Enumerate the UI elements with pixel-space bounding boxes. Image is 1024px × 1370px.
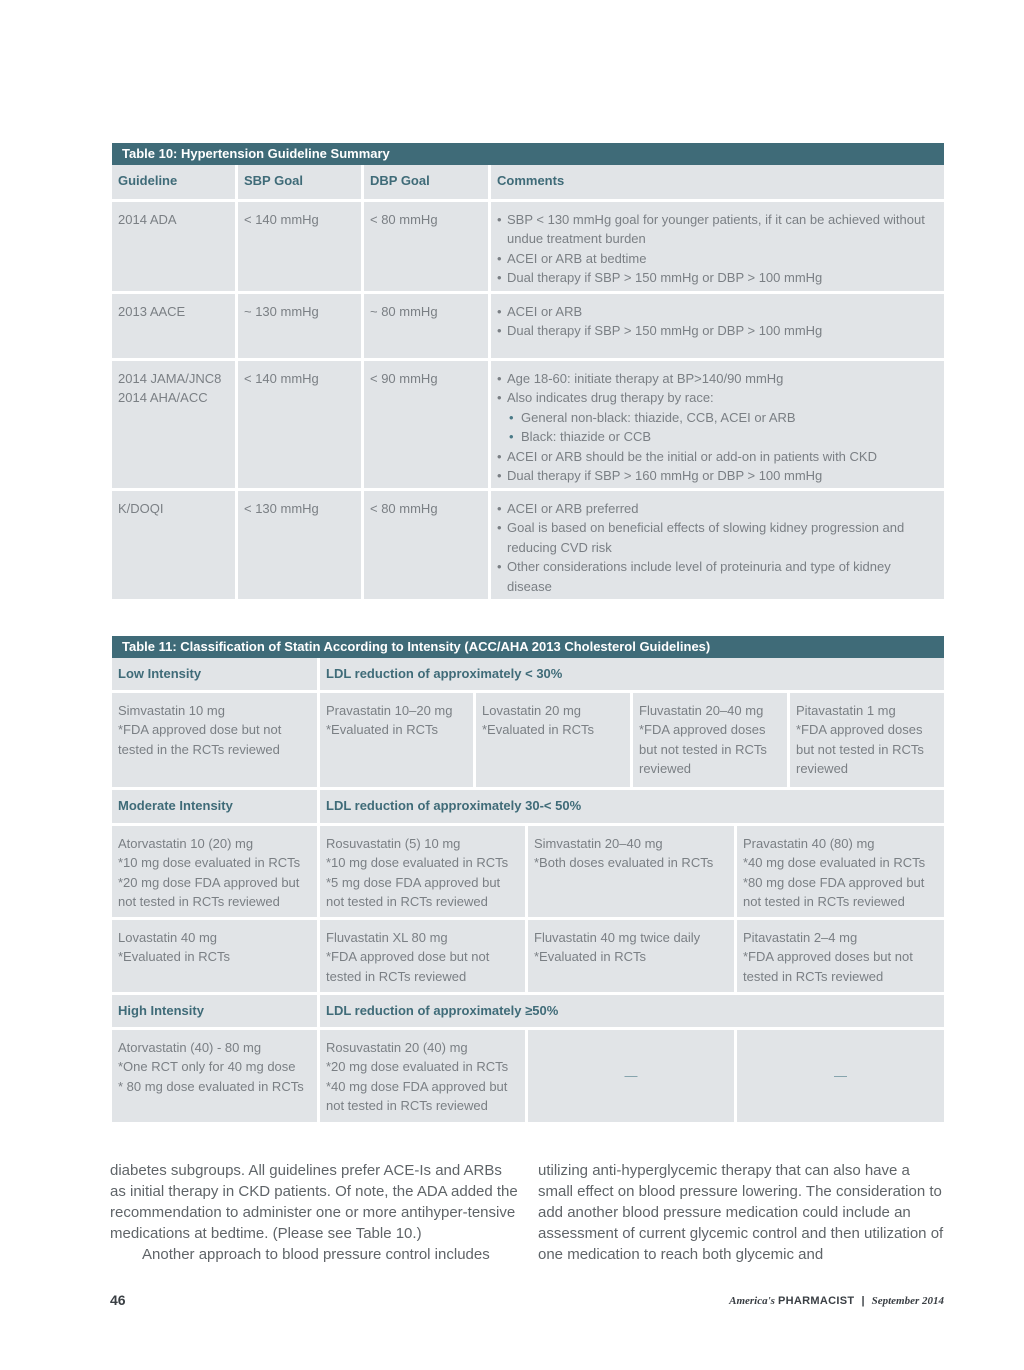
moderate-intensity-row-2: [112, 920, 944, 992]
table-11-title: Table 11: Classification of Statin According to Intensity (ACC/AHA 2013 Cholesterol Guidelines): [112, 636, 944, 658]
drug-cell: [790, 693, 944, 787]
header-dbp-goal: DBP Goal: [364, 165, 488, 199]
comments-cell: [491, 202, 944, 291]
guideline-cell: [112, 294, 235, 358]
drug-note: * 80 mg dose evaluated in RCTs: [118, 1078, 304, 1094]
high-intensity-row: [112, 1030, 944, 1122]
dbp-goal-value: < 80 mmHg: [370, 501, 438, 516]
drug-name: Fluvastatin 20–40 mg: [639, 703, 764, 718]
drug-note: *Evaluated in RCTs: [482, 722, 594, 738]
drug-name: Pitavastatin 2–4 mg: [743, 930, 858, 945]
empty-cell-dash: [528, 1030, 734, 1122]
drug-cell: [633, 693, 787, 787]
comment-item: • Age 18-60: initiate therapy at BP>140/90 mmHg: [497, 369, 938, 388]
drug-cell: [737, 920, 944, 992]
drug-name: Simvastatin 20–40 mg: [534, 836, 663, 851]
high-intensity-label: High Intensity: [112, 995, 317, 1027]
page-number: 46: [110, 1292, 126, 1308]
high-intensity-ldl: LDL reduction of approximately ≥50%: [320, 995, 944, 1027]
table-row: [112, 491, 944, 599]
guideline-cell: [112, 361, 235, 488]
header-sbp-goal: SBP Goal: [238, 165, 361, 199]
magazine-name-bold: PHARMACIST: [778, 1295, 855, 1307]
drug-name: Lovastatin 40 mg: [118, 930, 218, 945]
guideline-name: 2014 ADA: [118, 212, 177, 227]
drug-name: Pravastatin 40 (80) mg: [743, 836, 875, 851]
header-comments: Comments: [491, 165, 944, 199]
table-10-title: Table 10: Hypertension Guideline Summary: [112, 143, 944, 165]
empty-cell-dash: [737, 1030, 944, 1122]
moderate-intensity-row-1: [112, 826, 944, 917]
drug-note: *One RCT only for 40 mg dose: [118, 1059, 296, 1075]
drug-note: *10 mg dose evaluated in RCTs: [118, 855, 301, 871]
guideline-cell: [112, 491, 235, 599]
comments-list: [497, 499, 938, 596]
comments-cell: [491, 361, 944, 488]
dbp-goal-value: < 90 mmHg: [370, 371, 438, 386]
drug-note: *Evaluated in RCTs: [118, 949, 230, 965]
comment-item: • ACEI or ARB should be the initial or add-on in patients with CKD: [497, 447, 938, 466]
drug-note: *20 mg dose FDA approved but not tested in RCTs reviewed: [118, 874, 300, 910]
drug-note: *10 mg dose evaluated in RCTs: [326, 855, 509, 871]
low-intensity-label: Low Intensity: [112, 658, 317, 690]
comments-list: [497, 210, 938, 288]
comment-item: • ACEI or ARB: [497, 302, 938, 321]
sbp-goal-value: < 140 mmHg: [244, 212, 319, 227]
comment-item: • Other considerations include level of proteinuria and type of kidney disease: [497, 557, 938, 596]
comments-cell: [491, 294, 944, 358]
comments-list: [497, 302, 938, 341]
dbp-goal-value: ~ 80 mmHg: [370, 304, 438, 319]
drug-name: Pitavastatin 1 mg: [796, 703, 896, 718]
drug-cell: [320, 920, 525, 992]
table-11: [112, 636, 944, 1122]
drug-note: *Both doses evaluated in RCTs: [534, 855, 714, 871]
drug-note: *40 mg dose evaluated in RCTs: [743, 855, 926, 871]
table-10: [112, 143, 944, 599]
drug-note: *Evaluated in RCTs: [534, 949, 646, 965]
drug-cell: [320, 826, 525, 917]
drug-name: Lovastatin 20 mg: [482, 703, 582, 718]
dbp-goal-value: < 80 mmHg: [370, 212, 438, 227]
low-intensity-row: [112, 693, 944, 787]
drug-name: Atorvastatin 10 (20) mg: [118, 836, 254, 851]
drug-cell: [112, 693, 317, 787]
drug-cell: [320, 1030, 525, 1122]
issue-date: September 2014: [871, 1295, 944, 1307]
table-row: [112, 294, 944, 358]
drug-name: —: [624, 1068, 638, 1084]
drug-note: *80 mg dose FDA approved but not tested in RCTs reviewed: [743, 874, 925, 910]
drug-note: *Evaluated in RCTs: [326, 722, 438, 738]
moderate-intensity-label: Moderate Intensity: [112, 790, 317, 823]
comment-item: • ACEI or ARB at bedtime: [497, 249, 938, 268]
guideline-name: K/DOQI: [118, 501, 164, 516]
drug-name: Rosuvastatin (5) 10 mg: [326, 836, 461, 851]
comments-cell: [491, 491, 944, 599]
drug-name: Fluvastatin 40 mg twice daily: [534, 930, 701, 945]
sbp-goal-cell: [238, 294, 361, 358]
drug-note: *FDA approved doses but not tested in RCTs reviewed: [639, 722, 767, 777]
dbp-goal-cell: [364, 202, 488, 291]
low-intensity-ldl: LDL reduction of approximately < 30%: [320, 658, 944, 690]
comment-item: • Dual therapy if SBP > 160 mmHg or DBP > 100 mmHg: [497, 466, 938, 485]
body-paragraph: diabetes subgroups. All guidelines prefer ACE-Is and ARBs as initial therapy in CKD patients. Of note, the ADA added the recommendation to administer one or more antihyper-tensive medications at bedtime. (Please see Table 10.): [110, 1162, 518, 1242]
comment-item: • SBP < 130 mmHg goal for younger patients, if it can be achieved without undue treatment burden: [497, 210, 938, 249]
drug-name: Simvastatin 10 mg: [118, 703, 225, 718]
drug-note: *FDA approved dose but not tested in the RCTs reviewed: [118, 722, 282, 757]
drug-cell: [112, 826, 317, 917]
drug-note: *20 mg dose evaluated in RCTs: [326, 1059, 509, 1075]
comment-item: • General non-black: thiazide, CCB, ACEI or ARB: [497, 408, 938, 427]
drug-cell: [528, 920, 734, 992]
drug-cell: [737, 826, 944, 917]
body-column-1: [110, 1160, 520, 1265]
drug-note: *FDA approved doses but not tested in RCTs reviewed: [743, 949, 913, 984]
comment-item: • Dual therapy if SBP > 150 mmHg or DBP > 100 mmHg: [497, 268, 938, 287]
comment-item: • Dual therapy if SBP > 150 mmHg or DBP > 100 mmHg: [497, 321, 938, 340]
low-intensity-header: [112, 658, 944, 690]
comment-item: • Goal is based on beneficial effects of slowing kidney progression and reducing CVD risk: [497, 518, 938, 557]
sbp-goal-cell: [238, 361, 361, 488]
magazine-name-italic: America's: [729, 1295, 775, 1307]
table-10-body: [112, 202, 944, 599]
dbp-goal-cell: [364, 294, 488, 358]
drug-note: *5 mg dose FDA approved but not tested in RCTs reviewed: [326, 874, 501, 910]
drug-note: *FDA approved doses but not tested in RCTs reviewed: [796, 722, 924, 777]
sbp-goal-value: ~ 130 mmHg: [244, 304, 319, 319]
guideline-name: 2014 AHA/ACC: [118, 390, 208, 406]
guideline-cell: [112, 202, 235, 291]
footer-separator: |: [861, 1295, 865, 1307]
table-10-header-row: [112, 165, 944, 199]
moderate-intensity-header: [112, 790, 944, 823]
sbp-goal-cell: [238, 202, 361, 291]
drug-name: Rosuvastatin 20 (40) mg: [326, 1040, 468, 1055]
dbp-goal-cell: [364, 491, 488, 599]
comments-list: [497, 369, 938, 485]
comment-item: • Black: thiazide or CCB: [497, 427, 938, 446]
drug-name: Fluvastatin XL 80 mg: [326, 930, 448, 945]
body-paragraph: Another approach to blood pressure control includes: [142, 1246, 490, 1263]
moderate-intensity-ldl: LDL reduction of approximately 30-< 50%: [320, 790, 944, 823]
drug-note: *FDA approved dose but not tested in RCTs reviewed: [326, 949, 490, 984]
dbp-goal-cell: [364, 361, 488, 488]
drug-cell: [476, 693, 630, 787]
drug-note: *40 mg dose FDA approved but not tested in RCTs reviewed: [326, 1078, 508, 1114]
sbp-goal-value: < 140 mmHg: [244, 371, 319, 386]
high-intensity-header: [112, 995, 944, 1027]
body-paragraph: utilizing anti-hyperglycemic therapy that can also have a small effect on blood pressure lowering. The consideration to add another blood pressure medication could include an assessment of current glycemic control and then utilization of one medication to reach both glycemic and: [538, 1162, 944, 1263]
drug-cell: [528, 826, 734, 917]
sbp-goal-value: < 130 mmHg: [244, 501, 319, 516]
header-guideline: Guideline: [112, 165, 235, 199]
drug-cell: [112, 920, 317, 992]
drug-name: Atorvastatin (40) - 80 mg: [118, 1040, 262, 1055]
drug-cell: [112, 1030, 317, 1122]
drug-cell: [320, 693, 473, 787]
table-row: [112, 202, 944, 291]
comment-item: • Also indicates drug therapy by race:: [497, 388, 938, 407]
magazine-footer: [729, 1295, 944, 1307]
comment-item: • ACEI or ARB preferred: [497, 499, 938, 518]
table-row: [112, 361, 944, 488]
drug-name: Pravastatin 10–20 mg: [326, 703, 453, 718]
body-column-2: [538, 1160, 944, 1265]
sbp-goal-cell: [238, 491, 361, 599]
drug-name: —: [834, 1068, 847, 1084]
guideline-name: 2014 JAMA/JNC8: [118, 371, 222, 386]
guideline-name: 2013 AACE: [118, 304, 186, 319]
